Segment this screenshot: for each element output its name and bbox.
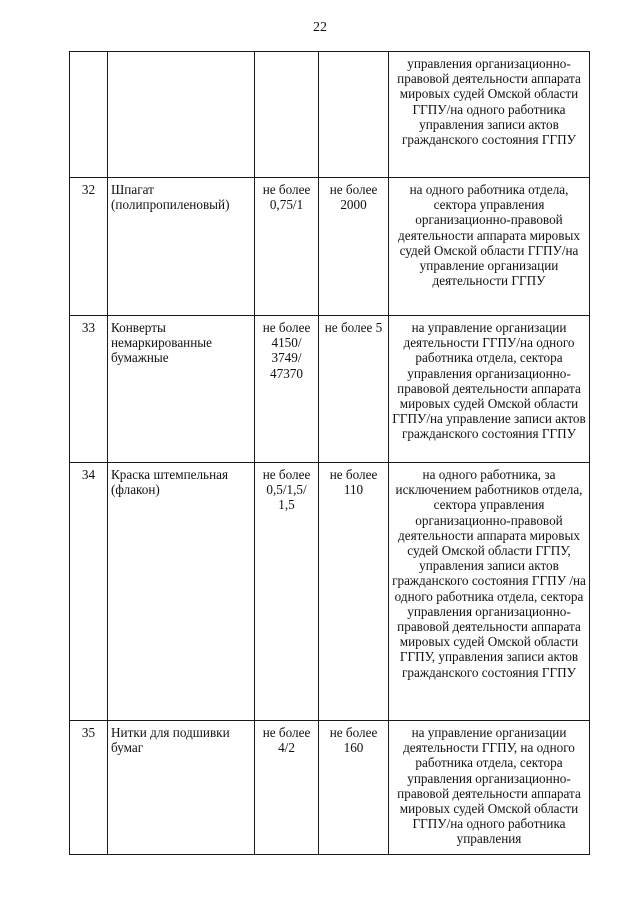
item-name-cell: Нитки для подшивки бумаг <box>108 721 255 855</box>
quantity-limit-cell: не более 0,5/1,5/ 1,5 <box>255 463 319 721</box>
row-number-cell: 34 <box>70 463 108 721</box>
recipient-cell: на одного работника отдела, сектора управления организационно-правовой деятельности аппарата мировых судей Омской области ГГПУ/на управление организации деятельности ГГПУ <box>389 178 590 316</box>
table-row <box>70 463 590 721</box>
row-number-cell: 32 <box>70 178 108 316</box>
recipient-cell: на одного работника, за исключением работников отдела, сектора управления организационно-правовой деятельности аппарата мировых судей Омской области ГГПУ, управления записи актов гражданского состояния ГГПУ /на одного работника отдела, сектора управления организационно-правовой деятельности аппарата мировых судей Омской области ГГПУ, управления записи актов гражданского состояния ГГПУ <box>389 463 590 721</box>
row-number-cell: 33 <box>70 316 108 463</box>
price-limit-cell <box>319 52 389 178</box>
price-limit-cell: не более 110 <box>319 463 389 721</box>
recipient-cell: управления организационно-правовой деятельности аппарата мировых судей Омской области ГГПУ/на одного работника управления записи актов гражданского состояния ГГПУ <box>389 52 590 178</box>
item-name-cell: Шпагат (полипропиленовый) <box>108 178 255 316</box>
table-row <box>70 316 590 463</box>
recipient-cell: на управление организации деятельности ГГПУ/на одного работника отдела, сектора управления организационно-правовой деятельности аппарата мировых судей Омской области ГГПУ/на управление записи актов гражданского состояния ГГПУ <box>389 316 590 463</box>
quantity-limit-cell: не более 4/2 <box>255 721 319 855</box>
norms-table <box>69 51 590 855</box>
quantity-limit-cell: не более 4150/ 3749/ 47370 <box>255 316 319 463</box>
price-limit-cell: не более 160 <box>319 721 389 855</box>
row-number-cell <box>70 52 108 178</box>
table-row <box>70 52 590 178</box>
price-limit-cell: не более 2000 <box>319 178 389 316</box>
page-number: 22 <box>313 20 327 35</box>
row-number-cell: 35 <box>70 721 108 855</box>
item-name-cell: Конверты немаркированные бумажные <box>108 316 255 463</box>
table-row <box>70 178 590 316</box>
price-limit-cell: не более 5 <box>319 316 389 463</box>
item-name-cell <box>108 52 255 178</box>
item-name-cell: Краска штемпельная (флакон) <box>108 463 255 721</box>
quantity-limit-cell <box>255 52 319 178</box>
table-row <box>70 721 590 855</box>
quantity-limit-cell: не более 0,75/1 <box>255 178 319 316</box>
recipient-cell: на управление организации деятельности ГГПУ, на одного работника отдела, сектора управления организационно-правовой деятельности аппарата мировых судей Омской области ГГПУ/на одного работника управления <box>389 721 590 855</box>
